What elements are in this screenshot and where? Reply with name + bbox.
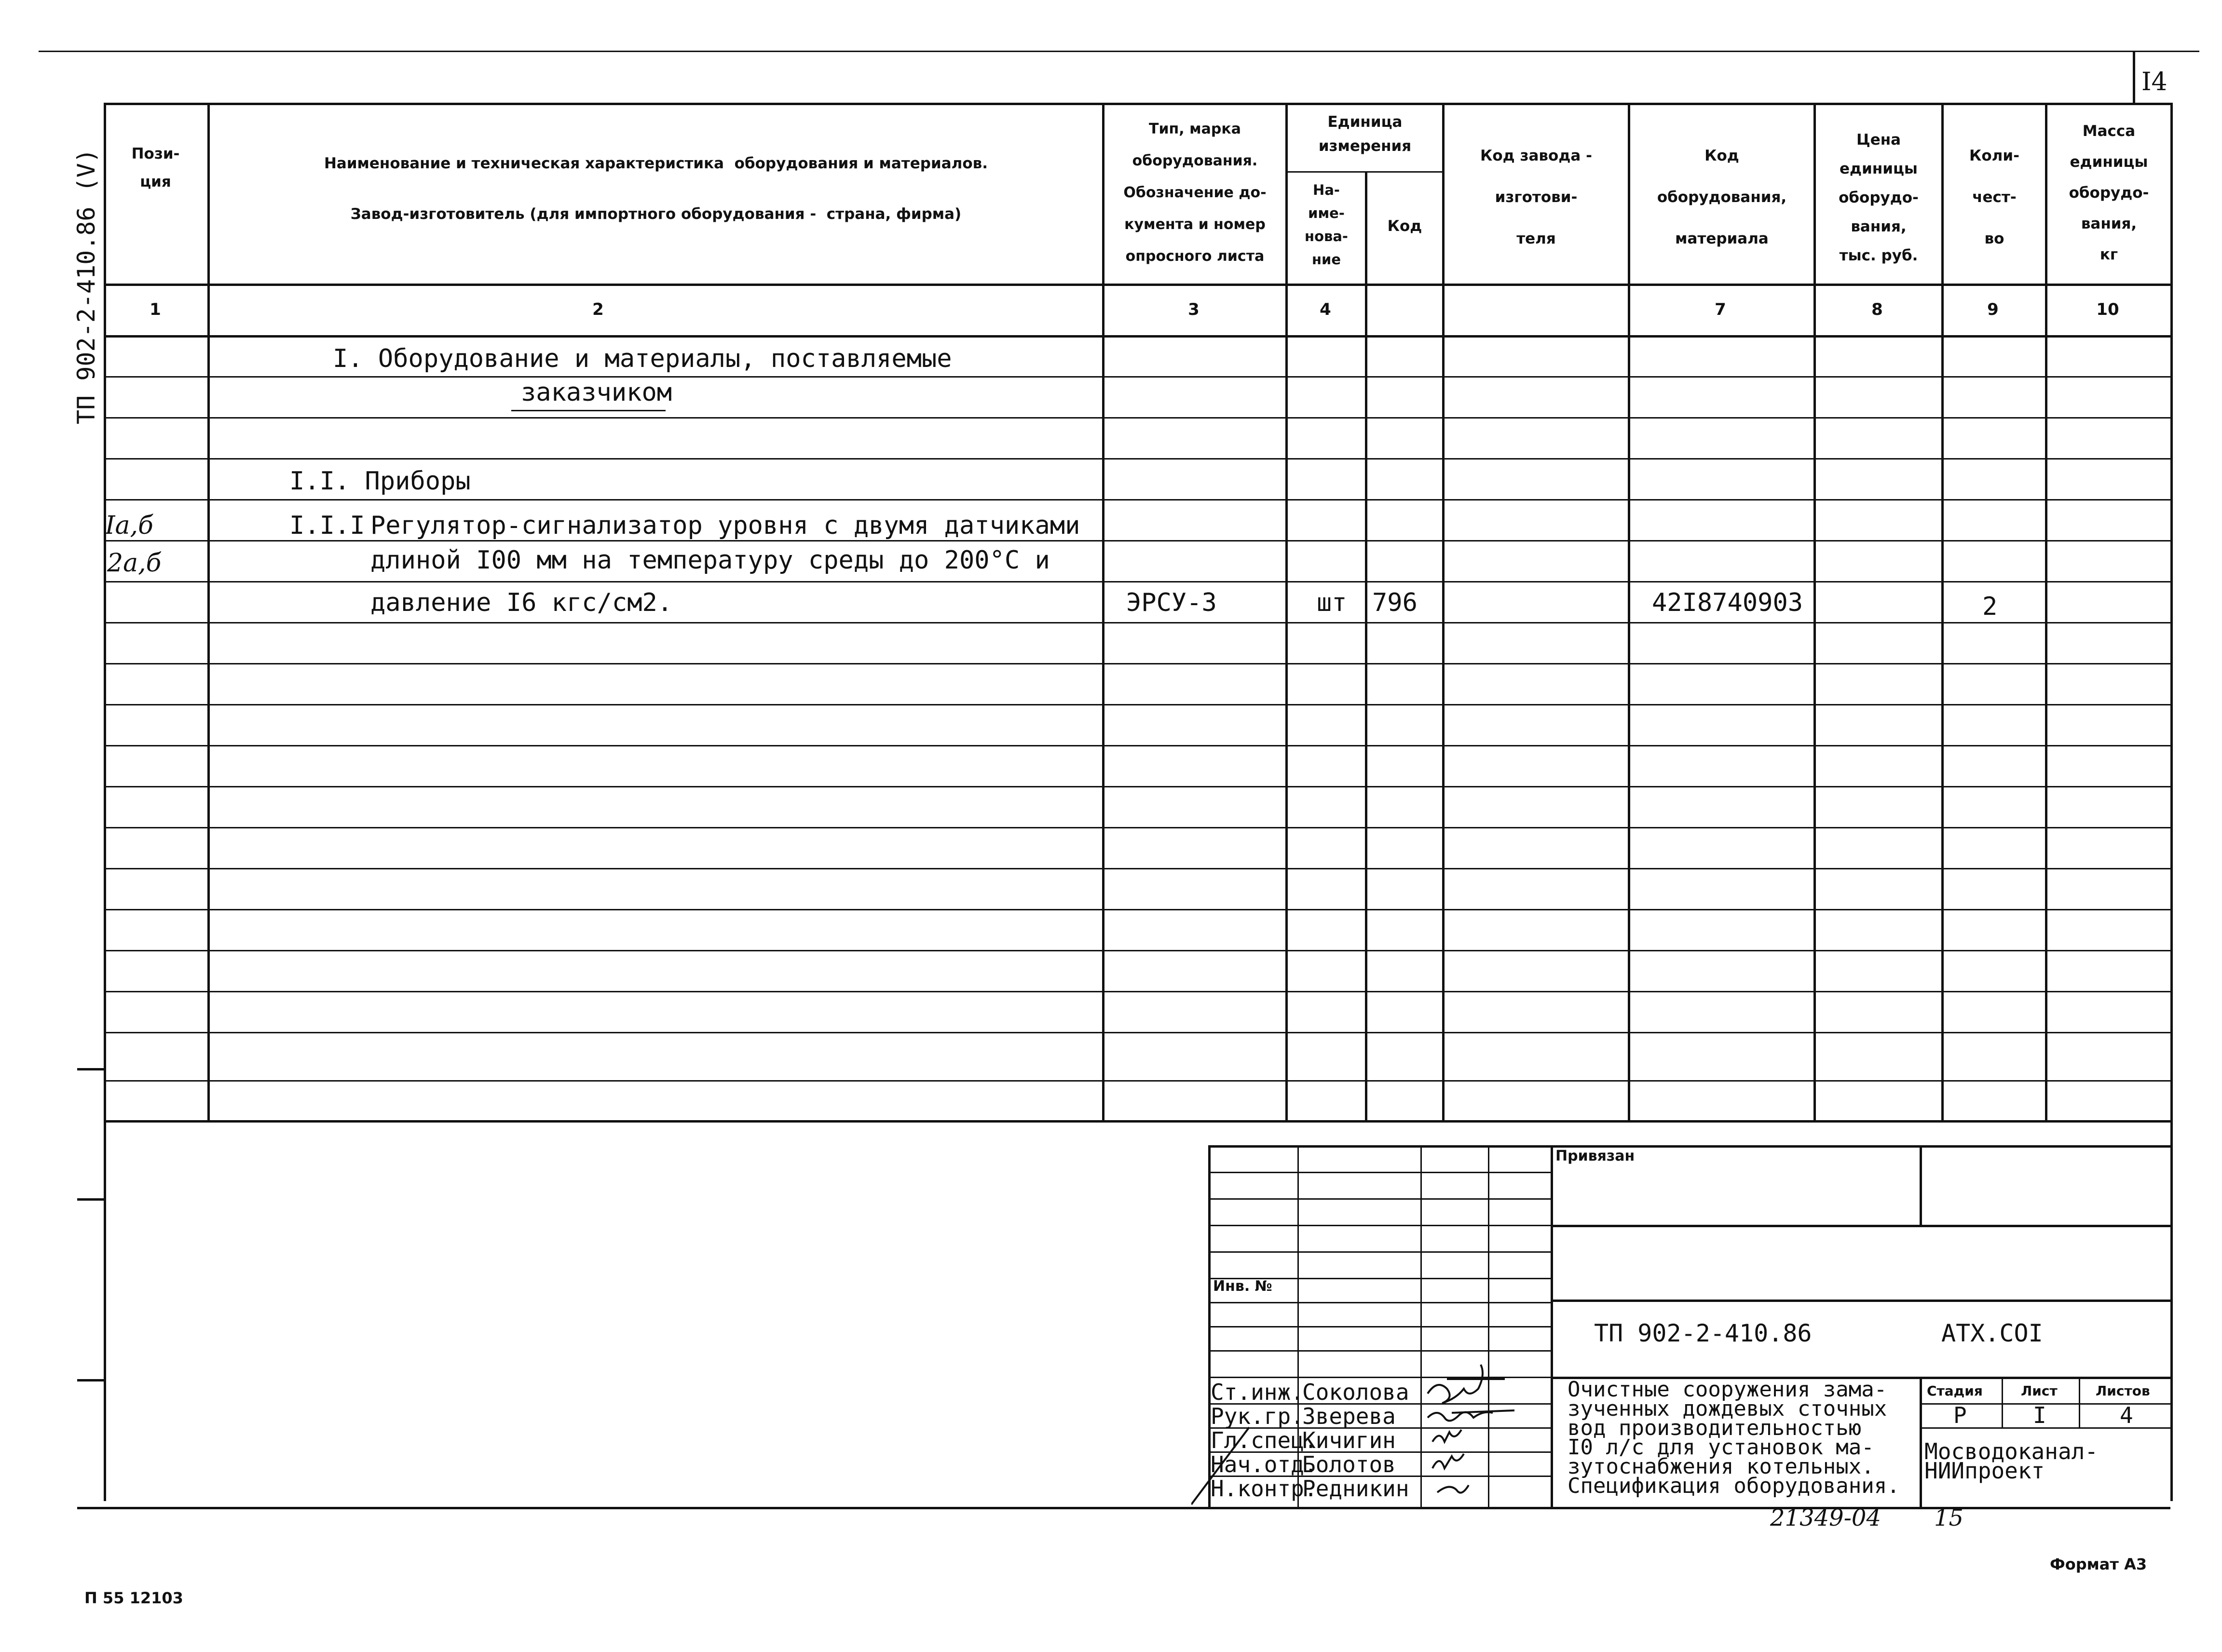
inventory-number-label: Инв. № bbox=[1213, 1278, 1272, 1295]
equipment-code-value: 42I8740903 bbox=[1652, 588, 1803, 617]
role-chief-specialist: Гл.спец. bbox=[1211, 1427, 1318, 1453]
type-value: ЭРСУ-3 bbox=[1126, 588, 1217, 617]
sheets-label: Листов bbox=[2096, 1383, 2150, 1399]
handwritten-archive-number: 21349-04 bbox=[1770, 1504, 1881, 1531]
role-group-head: Рук.гр. bbox=[1211, 1403, 1304, 1429]
unit-code-value: 796 bbox=[1372, 588, 1418, 617]
header-name-line1: Наименование и техническая характеристика оборудования и материалов. bbox=[324, 155, 988, 172]
name-zvereva: Зверева bbox=[1302, 1403, 1396, 1429]
header-equipment-code: Код оборудования, материала bbox=[1657, 147, 1787, 247]
item-description-line2: длиной I00 мм на температуру среды до 200°С и bbox=[370, 546, 1050, 575]
document-code: ТП 902-2-410.86 bbox=[1594, 1319, 1812, 1347]
section-title-continued: заказчиком bbox=[521, 378, 672, 407]
header-unit: Единица измерения bbox=[1318, 113, 1412, 155]
role-department-head: Нач.отд. bbox=[1211, 1451, 1318, 1477]
bottom-left-code: П 55 12103 bbox=[84, 1589, 183, 1607]
header-unit-code: Код bbox=[1387, 217, 1422, 235]
description-line: I0 л/с для установок ма- bbox=[1568, 1435, 1874, 1460]
header-quantity: Коли- чест- во bbox=[1969, 147, 2019, 247]
stage-label: Стадия bbox=[1927, 1383, 1983, 1399]
quantity-value: 2 bbox=[1982, 592, 1998, 621]
signatures bbox=[1191, 1360, 1553, 1514]
stage-value: Р bbox=[1953, 1402, 1967, 1428]
sheet-label: Лист bbox=[2021, 1383, 2058, 1399]
sheet-value: I bbox=[2033, 1402, 2046, 1428]
header-factory-code: Код завода - изготови- теля bbox=[1480, 147, 1592, 247]
privyazan-label: Привязан bbox=[1555, 1148, 1635, 1165]
column-number: 2 bbox=[592, 300, 604, 319]
sheet-code: АТХ.СОI bbox=[1941, 1319, 2043, 1347]
column-number: 10 bbox=[2096, 300, 2119, 319]
column-number: 7 bbox=[1715, 300, 1726, 319]
column-number: 1 bbox=[150, 300, 161, 319]
name-kichigin: Кичигин bbox=[1302, 1427, 1396, 1453]
header-mass: Масса единицы оборудо- вания, кг bbox=[2069, 122, 2149, 263]
format-label: Формат А3 bbox=[2050, 1555, 2147, 1573]
page-number: I4 bbox=[2141, 68, 2167, 96]
side-document-code: ТП 902-2-410.86 (V) bbox=[72, 149, 100, 424]
item-description-line1: Регулятор-сигнализатор уровня с двумя датчиками bbox=[370, 511, 1080, 540]
description-line: Очистные сооружения зама- bbox=[1568, 1377, 1887, 1402]
name-sokolova: Соколова bbox=[1302, 1379, 1409, 1405]
sheets-value: 4 bbox=[2120, 1402, 2133, 1428]
position-1a-b: Iа,б bbox=[105, 511, 153, 540]
column-number: 8 bbox=[1871, 300, 1883, 319]
position-2a-b: 2а,б bbox=[107, 549, 162, 578]
description-line: Спецификация оборудования. bbox=[1568, 1474, 1900, 1498]
unit-value: шт bbox=[1317, 588, 1347, 617]
header-type: Тип, марка оборудования. Обозначение до- кумента и номер опросного листа bbox=[1123, 121, 1267, 265]
organization-line: Мосводоканал- bbox=[1924, 1438, 2099, 1464]
header-unit-name: На- име- нова- ние bbox=[1305, 182, 1348, 268]
description-line: зутоснабжения котельных. bbox=[1568, 1454, 1874, 1479]
role-standards-control: Н.контр. bbox=[1211, 1476, 1318, 1502]
column-number: 9 bbox=[1987, 300, 1999, 319]
item-description-line3: давление I6 кгс/см2. bbox=[370, 588, 673, 617]
item-number: I.I.I bbox=[289, 511, 365, 540]
name-rednikin: Редникин bbox=[1302, 1476, 1409, 1502]
handwritten-page-number: 15 bbox=[1934, 1504, 1964, 1531]
column-number: 3 bbox=[1188, 300, 1200, 319]
section-title: I. Оборудование и материалы, поставляемые bbox=[333, 344, 952, 373]
column-number: 4 bbox=[1320, 300, 1331, 319]
header-position: Пози- ция bbox=[131, 145, 180, 190]
header-name-line2: Завод-изготовитель (для импортного оборудования - страна, фирма) bbox=[350, 205, 962, 223]
description-line: зученных дождевых сточных bbox=[1568, 1396, 1887, 1421]
header-price: Цена единицы оборудо- вания, тыс. руб. bbox=[1839, 131, 1919, 264]
organization-line: НИИпроект bbox=[1924, 1458, 2045, 1484]
subsection-title: I.I. Приборы bbox=[289, 467, 471, 496]
role-senior-engineer: Ст.инж. bbox=[1211, 1379, 1304, 1405]
description-line: вод производительностью bbox=[1568, 1416, 1862, 1440]
name-bolotov: Болотов bbox=[1302, 1451, 1396, 1477]
